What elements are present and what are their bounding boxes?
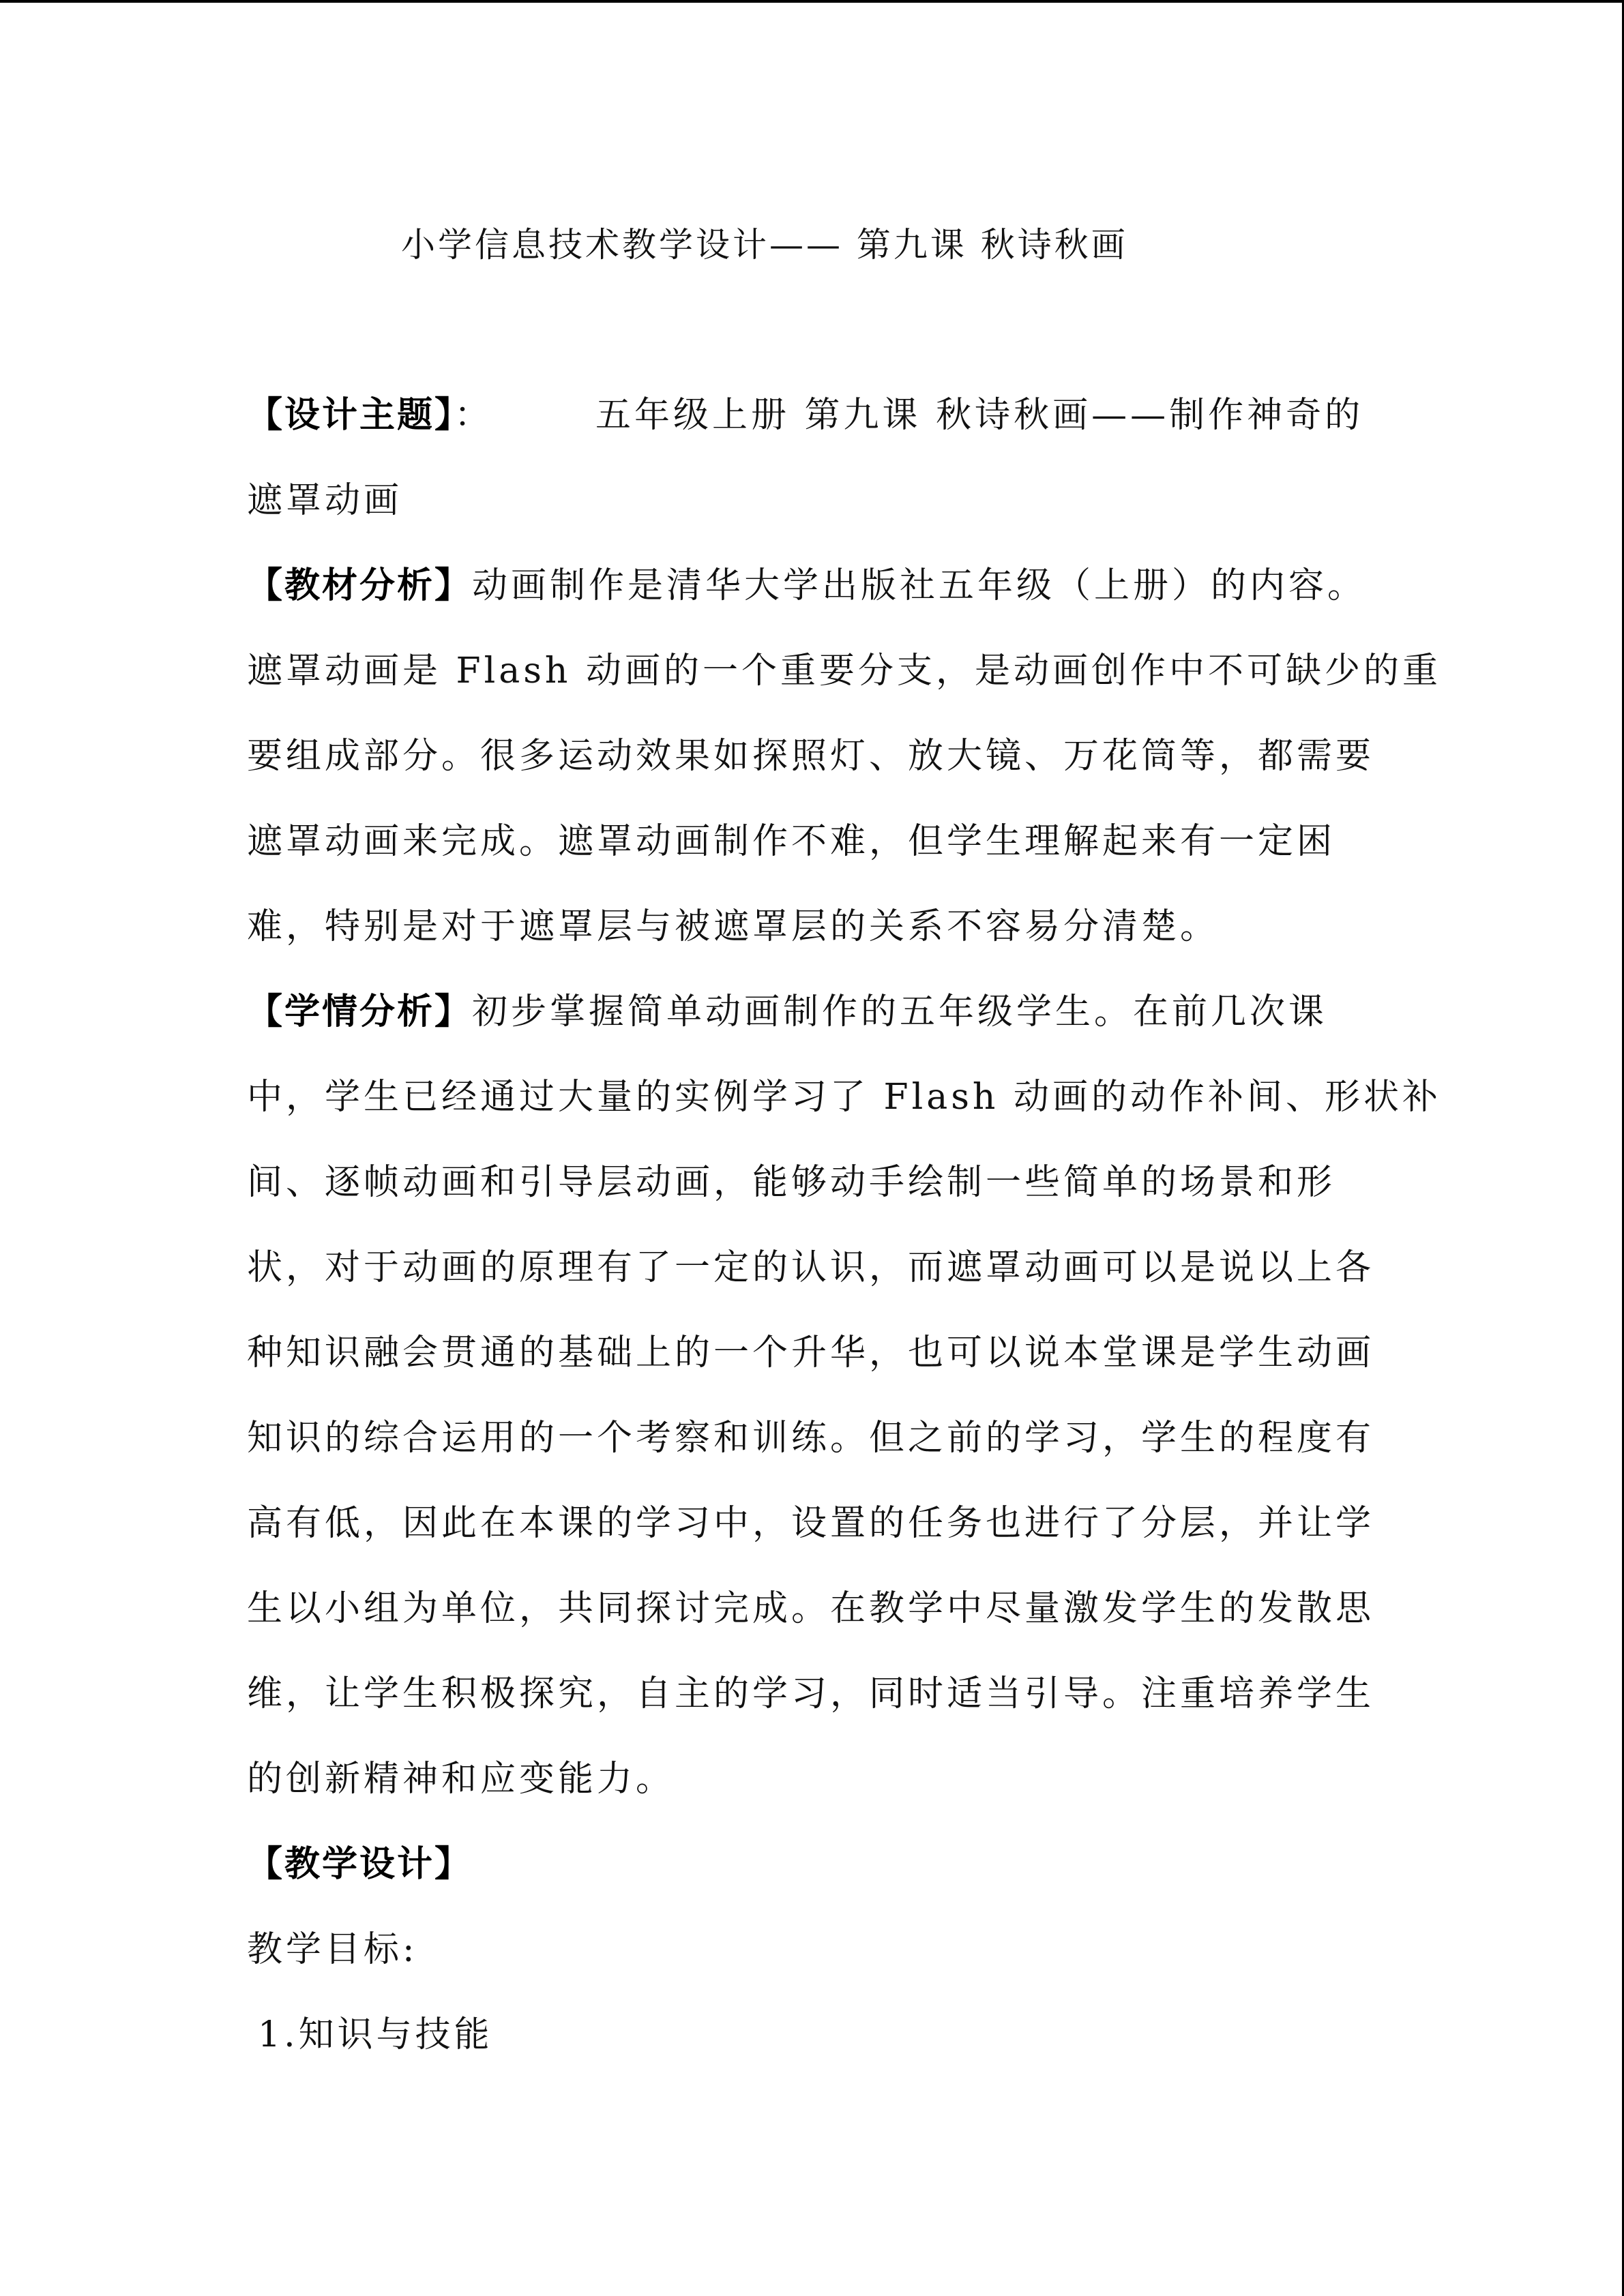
student-analysis-label: 【学情分析】 xyxy=(247,991,473,1032)
design-topic-line-1 xyxy=(247,393,1363,437)
student-analysis-line-3: 间、逐帧动画和引导层动画，能够动手绘制一些简单的场景和形 xyxy=(247,1162,1336,1203)
document-title: 小学信息技术教学设计—— 第九课 秋诗秋画 xyxy=(401,225,1128,265)
student-analysis-line-9: 维，让学生积极探究，自主的学习，同时适当引导。注重培养学生 xyxy=(247,1673,1375,1714)
student-analysis-line-5: 种知识融会贯通的基础上的一个升华，也可以说本堂课是学生动画 xyxy=(247,1332,1375,1373)
design-topic-text: 五年级上册 第九课 秋诗秋画——制作神奇的 xyxy=(595,395,1364,436)
objectives-heading: 教学目标: xyxy=(247,1929,418,1970)
material-analysis-line-5: 难，特别是对于遮罩层与被遮罩层的关系不容易分清楚。 xyxy=(247,906,1220,947)
material-analysis-line-1 xyxy=(247,564,1366,608)
design-topic-line-2: 遮罩动画 xyxy=(247,480,403,521)
student-analysis-line-10: 的创新精神和应变能力。 xyxy=(247,1759,675,1800)
student-analysis-text: 初步掌握简单动画制作的五年级学生。在前几次课 xyxy=(472,992,1328,1032)
student-analysis-line-7: 高有低，因此在本课的学习中，设置的任务也进行了分层，并让学 xyxy=(247,1503,1375,1544)
material-analysis-text: 动画制作是清华大学出版社五年级（上册）的内容。 xyxy=(472,565,1367,606)
material-analysis-line-3: 要组成部分。很多运动效果如探照灯、放大镜、万花筒等，都需要 xyxy=(247,736,1375,777)
student-analysis-line-4: 状，对于动画的原理有了一定的认识，而遮罩动画可以是说以上各 xyxy=(247,1247,1375,1288)
student-analysis-line-8: 生以小组为单位，共同探讨完成。在教学中尽量激发学生的发散思 xyxy=(247,1588,1375,1629)
teaching-design-heading xyxy=(247,1843,472,1886)
student-analysis-line-6: 知识的综合运用的一个考察和训练。但之前的学习，学生的程度有 xyxy=(247,1418,1375,1459)
student-analysis-line-2: 中，学生已经通过大量的实例学习了 Flash 动画的动作补间、形状补 xyxy=(247,1077,1441,1118)
design-topic-label: 【设计主题】 xyxy=(247,394,455,436)
material-analysis-line-2: 遮罩动画是 Flash 动画的一个重要分支，是动画创作中不可缺少的重 xyxy=(247,651,1441,691)
design-topic-colon: ： xyxy=(454,395,494,436)
student-analysis-line-1 xyxy=(247,990,1327,1034)
material-analysis-label: 【教材分析】 xyxy=(247,565,473,606)
objective-item-1: 1.知识与技能 xyxy=(258,2014,493,2055)
teaching-design-label: 【教学设计】 xyxy=(247,1843,473,1885)
material-analysis-line-4: 遮罩动画来完成。遮罩动画制作不难，但学生理解起来有一定困 xyxy=(247,821,1336,862)
